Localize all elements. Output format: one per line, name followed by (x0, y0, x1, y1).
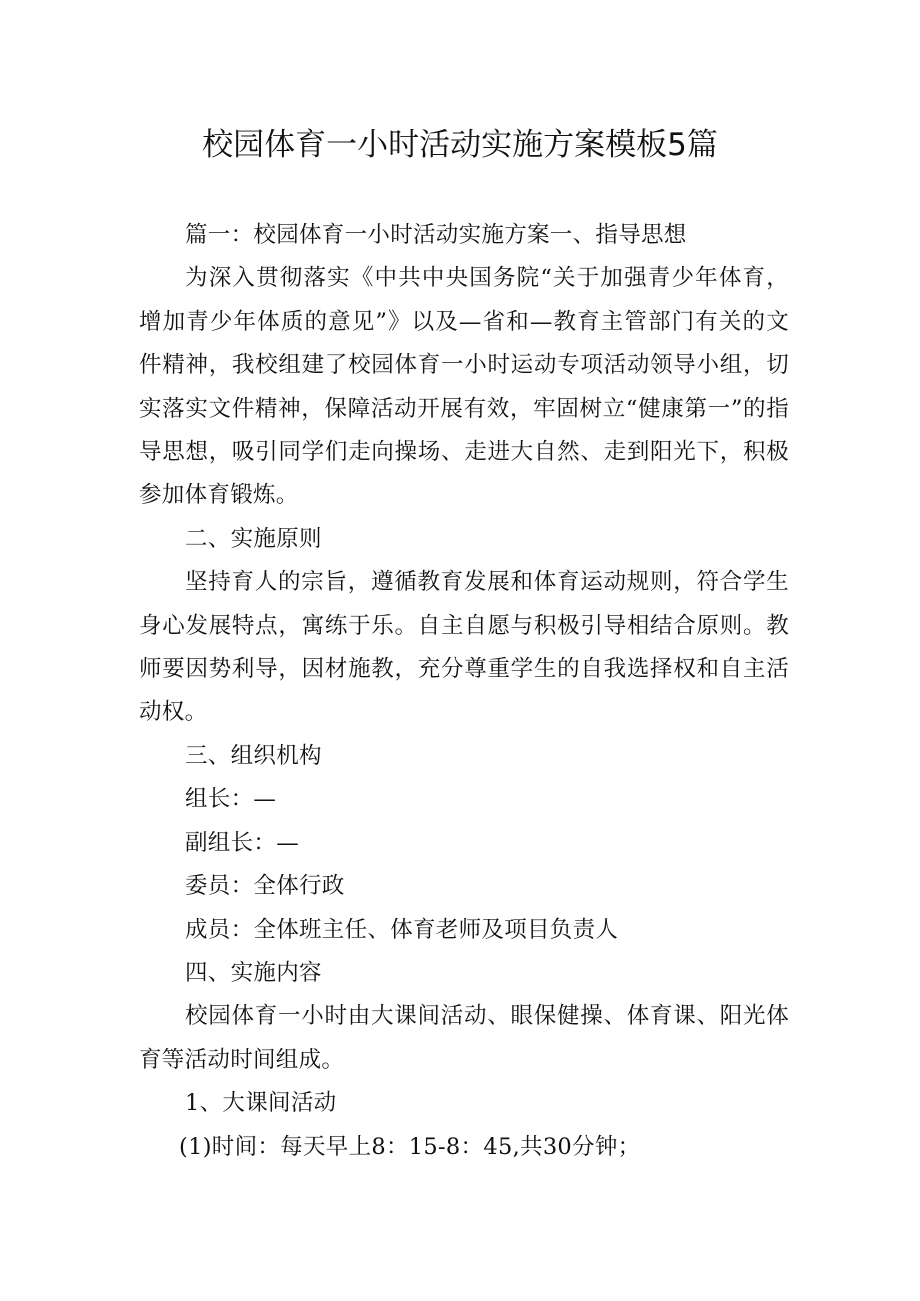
document-body (139, 214, 789, 1169)
paragraph-principles: 坚持育人的宗旨，遵循教育发展和体育运动规则，符合学生身心发展特点，寓练于乐。自主自愿与积极引导相结合原则。教师要因势利导，因材施教，充分尊重学生的自我选择权和自主活动权。 (139, 569, 789, 726)
section-3-heading: 三、组织机构 (185, 742, 322, 769)
org-leader: 组长：— (185, 786, 277, 813)
subsection-1-heading: 1、大课间活动 (185, 1090, 337, 1117)
section-2-heading: 二、实施原则 (185, 525, 322, 552)
paragraph-section-1-heading: 篇一：校园体育一小时活动实施方案一、指导思想 (185, 222, 687, 248)
paragraph-content: 校园体育一小时由大课间活动、眼保健操、体育课、阳光体育等活动时间组成。 (139, 1003, 789, 1073)
paragraph-guiding-ideology: 为深入贯彻落实《中共中央国务院“关于加强青少年体育，增加青少年体质的意见”》以及—省和—教育主管部门有关的文件精神，我校组建了校园体育一小时运动专项活动领导小组，切实落实文件精神，保障活动开展有效，牢固树立“健康第一”的指导思想，吸引同学们走向操场、走进大自然、走到阳光下，积极参加体育锻炼。 (139, 265, 789, 509)
org-committee: 委员：全体行政 (185, 873, 345, 900)
org-deputy-leader: 副组长：— (185, 829, 300, 856)
document-title: 校园体育一小时活动实施方案模板5篇 (202, 127, 718, 163)
section-4-heading: 四、实施内容 (185, 959, 322, 986)
subsection-1-time: (1)时间：每天早上8：15-8：45,共30分钟； (179, 1133, 641, 1160)
org-members: 成员：全体班主任、体育老师及项目负责人 (185, 916, 619, 943)
